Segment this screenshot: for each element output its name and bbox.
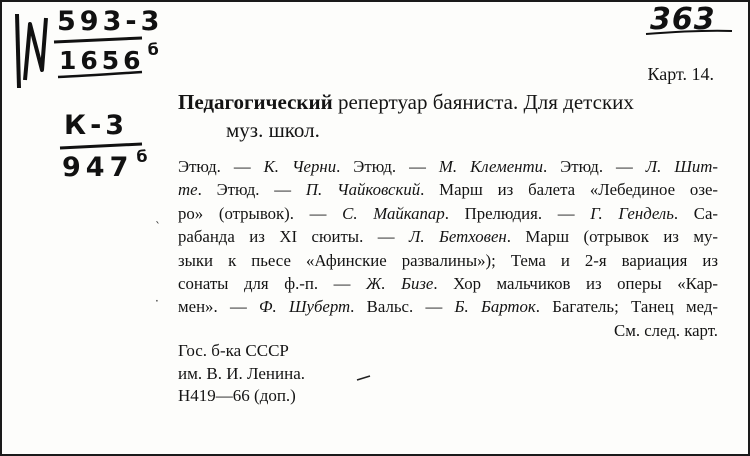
contents-see-next-card: См. след. карт. — [614, 320, 718, 340]
handwritten-stroke-bar — [17, 14, 19, 88]
contents-line-4: рабанда из XI сюиты. — Л. Бетховен. Марш (отрывок из му- — [178, 227, 718, 247]
contents-line-2: те. Этюд. — П. Чайковский. Марш из балета «Лебединое озе- — [178, 180, 718, 200]
title-line-1 — [178, 88, 720, 116]
stray-mark-2: · — [155, 294, 159, 308]
handwritten-shelf-number: 1656 — [59, 46, 145, 75]
contents-line-6: сонаты для ф.-п. — Ж. Бизе. Хор мальчиков из оперы «Кар- — [178, 274, 719, 294]
handwritten-stroke-letter-m — [25, 18, 46, 80]
contents-line-5: зыки к пьесе «Афинские развалины»); Тема и 2-я вариация из — [178, 250, 718, 270]
handwritten-superscript-2: б — [136, 147, 153, 166]
handwritten-fraction-line-1 — [54, 38, 142, 42]
handwritten-superscript: б — [147, 40, 163, 59]
handwritten-shelf-code-top: 593-3 — [57, 6, 164, 37]
title-rest: репертуар баяниста. Для детских — [337, 90, 634, 114]
title-line-2: муз. школ. — [226, 118, 320, 142]
contents-line-1: Этюд. — К. Черни. Этюд. — М. Клементи. Этюд. — Л. Шит- — [178, 157, 718, 176]
library-line-3: Н419—66 (доп.) — [178, 386, 296, 405]
handwritten-page-number: 363 — [650, 2, 716, 37]
contents-line-3: ро» (отрывок). — С. Майкапар. Прелюдия. — Г. Гендель. Са- — [178, 203, 719, 223]
handwritten-fraction-line-2 — [60, 144, 142, 148]
handwritten-code-number-text: 947 — [62, 152, 134, 183]
library-stamp — [178, 340, 305, 408]
title-bold-word: Педагогический — [178, 90, 333, 114]
contents-line-7: мен». — Ф. Шуберт. Вальс. — Б. Барток. Багатель; Танец мед- — [178, 297, 719, 317]
handwritten-code-number — [62, 147, 153, 183]
handwritten-code-k: К-3 — [64, 110, 129, 141]
pencil-mark — [357, 376, 370, 380]
library-line-1: Гос. б-ка СССР — [178, 341, 289, 360]
stray-mark-1: ˋ — [155, 220, 161, 234]
handwritten-shelf-code-bottom — [59, 40, 163, 75]
library-line-2: им. В. И. Ленина. — [178, 363, 306, 383]
contents-block — [178, 155, 718, 342]
card-number: Карт. 14. — [647, 64, 714, 84]
